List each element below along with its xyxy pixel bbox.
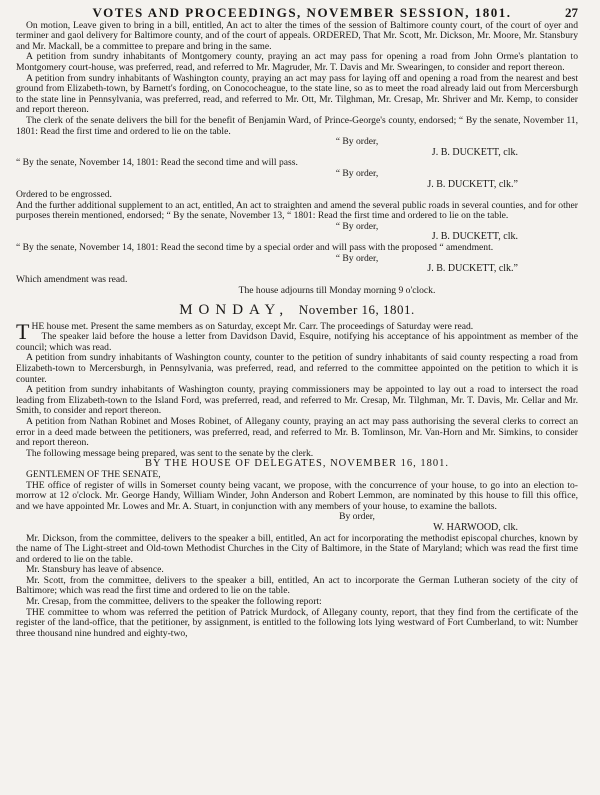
paragraph: Which amendment was read. xyxy=(16,273,128,285)
day-heading xyxy=(16,302,578,319)
clerk-signature: J. B. DUCKETT, clk.” xyxy=(427,178,518,190)
by-order-line: By order, xyxy=(339,511,375,523)
adjournment-line: The house adjourns till Monday morning 9 o'clock. xyxy=(238,285,436,297)
paragraph: A petition from Nathan Robinet and Moses Robinet, of Allegany county, praying an act may pass authorising the several clerks to correct an error in a deed made between the petitioners, was preferred, read, and referred to Mr. B. Tomlinson, Mr. Van-Horn and Mr. Simkins, to consider and report thereon. xyxy=(16,415,578,449)
paragraph: Mr. Stansbury has leave of absence. xyxy=(26,564,164,576)
page-number: 27 xyxy=(565,5,578,20)
paragraph: “ By the senate, November 14, 1801: Read the second time and will pass. xyxy=(16,157,298,169)
by-order-line: “ By order, xyxy=(335,167,379,179)
paragraph: The clerk of the senate delivers the bill for the benefit of Benjamin Ward, of Prince-George's county, endorsed; “ By the senate, November 11, 1801: Read the first time and ordered to lie on the table. xyxy=(16,114,578,137)
by-order-line: “ By order, xyxy=(335,220,379,232)
paragraph: A petition from sundry inhabitants of Montgomery county, praying an act may pass for opening a road from John Orme's plantation to Montgomery court-house, was preferred, read, and referred to Mr. Magruder, Mr. T. Davis and Mr. Swearingen, to consider and report thereon. xyxy=(16,51,578,73)
paragraph: Mr. Cresap, from the committee, delivers to the speaker the following report: xyxy=(26,596,322,608)
day-name: MONDAY, xyxy=(179,302,290,319)
paragraph: A petition from sundry inhabitants of Washington county, praying commissioners may be appointed to lay out a road to intersect the road leading from Elizabeth-town to the Island Ford, was preferred, read, and referred to Mr. Cresap, Mr. Tilghman, Mr. T. Davis, Mr. Cellar and Mr. Smith, to consider and report thereon. xyxy=(16,384,578,417)
message-heading: BY THE HOUSE OF DELEGATES, NOVEMBER 16, 1801. xyxy=(144,458,449,470)
clerk-signature: J. B. DUCKETT, clk. xyxy=(431,231,518,243)
paragraph: THE committee to whom was referred the petition of Patrick Murdock, of Allegany county, report, that they find from the certificate of the register of the land-office, that the petitioner, by assignment, is entitled to the following lots lying westward of Fort Cumberland, to wit: Number three thousand nine hundred and eighty-two, xyxy=(16,606,578,639)
clerk-signature: J. B. DUCKETT, clk.” xyxy=(427,263,518,275)
paragraph: The following message being prepared, was sent to the senate by the clerk. xyxy=(26,447,314,459)
paragraph: The speaker laid before the house a letter from Davidson David, Esquire, notifying his acceptance of his appointment as member of the council; which was read. xyxy=(16,331,578,353)
by-order-line: “ By order, xyxy=(335,252,379,264)
paragraph: Mr. Scott, from the committee, delivers to the speaker a bill, entitled, An act to incorporate the German Lutheran society of the city of Baltimore; which was read the first time and ordered to lie on the table. xyxy=(16,574,578,597)
salutation: GENTLEMEN OF THE SENATE, xyxy=(26,468,161,480)
paragraph: “ By the senate, November 14, 1801: Read the second time by a special order and will pass with the proposed “ amendment. xyxy=(16,242,494,254)
running-header xyxy=(16,5,578,20)
page-title: VOTES AND PROCEEDINGS, NOVEMBER SESSION, 1801. xyxy=(92,5,512,20)
paragraph: A petition from sundry inhabitants of Washington county, counter to the petition of sundry inhabitants of said county respecting a road from Elizabeth-town to Mercersburgh, in Pennsylvania, was preferred, read, and referred to the committee appointed on the petition to which it is counter. xyxy=(16,352,578,385)
paragraph: Mr. Dickson, from the committee, delivers to the speaker a bill, entitled, An act for incorporating the methodist episcopal churches, known by the name of The Light-street and Old-town Methodist Churches in the City of Baltimore, in the State of Maryland; which was read the first time and ordered to lie on the table. xyxy=(16,532,578,565)
drop-cap: T xyxy=(16,318,30,344)
paragraph: And the further additional supplement to an act, entitled, An act to straighten and amend the several public roads in several counties, and for other purposes therein mentioned, endorsed; “ By the senate, November 13, “ 1801: Read the first time and ordered to lie on the table. xyxy=(16,199,578,222)
paragraph-text: HE house met. Present the same members as on Saturday, except Mr. Carr. The proceedings of Saturday were read. xyxy=(31,320,474,332)
day-date: November 16, 1801. xyxy=(298,302,415,318)
by-order-line: “ By order, xyxy=(335,136,379,148)
clerk-signature: W. HARWOOD, clk. xyxy=(433,521,518,533)
paragraph: Ordered to be engrossed. xyxy=(16,189,112,201)
paragraph: On motion, Leave given to bring in a bill, entitled, An act to alter the times of the session of Baltimore county court, of the court of oyer and terminer and gaol delivery for Baltimore county, and of the court of appeals. ORDERED, That Mr. Scott, Mr. Dickson, Mr. Moore, Mr. Stansbury and Mr. Mackall, be a committee to prepare and bring in the same. xyxy=(16,19,578,52)
paragraph: A petition from sundry inhabitants of Washington county, praying an act may pass for laying off and opening a road from the nearest and best ground from Elizabeth-town, by Barnett's fording, on Conococheague, to the state line, so as to meet the road already laid out from Mercersburgh to the state line in Pennsylvania, was preferred, read, and referred to Mr. Ott, Mr. Tilghman, Mr. Cresap, Mr. Shriver and Mr. Kemp, to consider and report thereon. xyxy=(16,72,578,116)
clerk-signature: J. B. DUCKETT, clk. xyxy=(431,146,518,158)
message-body: THE office of register of wills in Somerset county being vacant, we propose, with the concurrence of your house, to go into an election to-morrow at 12 o'clock. Mr. George Handy, William Winder, John Anderson and Robert Lemmon, are nominated by this house to fill this office, and we have appointed Mr. Lowes and Mr. A. Stuart, in conjunction with any members of your house, to examine the ballots. xyxy=(16,479,578,512)
